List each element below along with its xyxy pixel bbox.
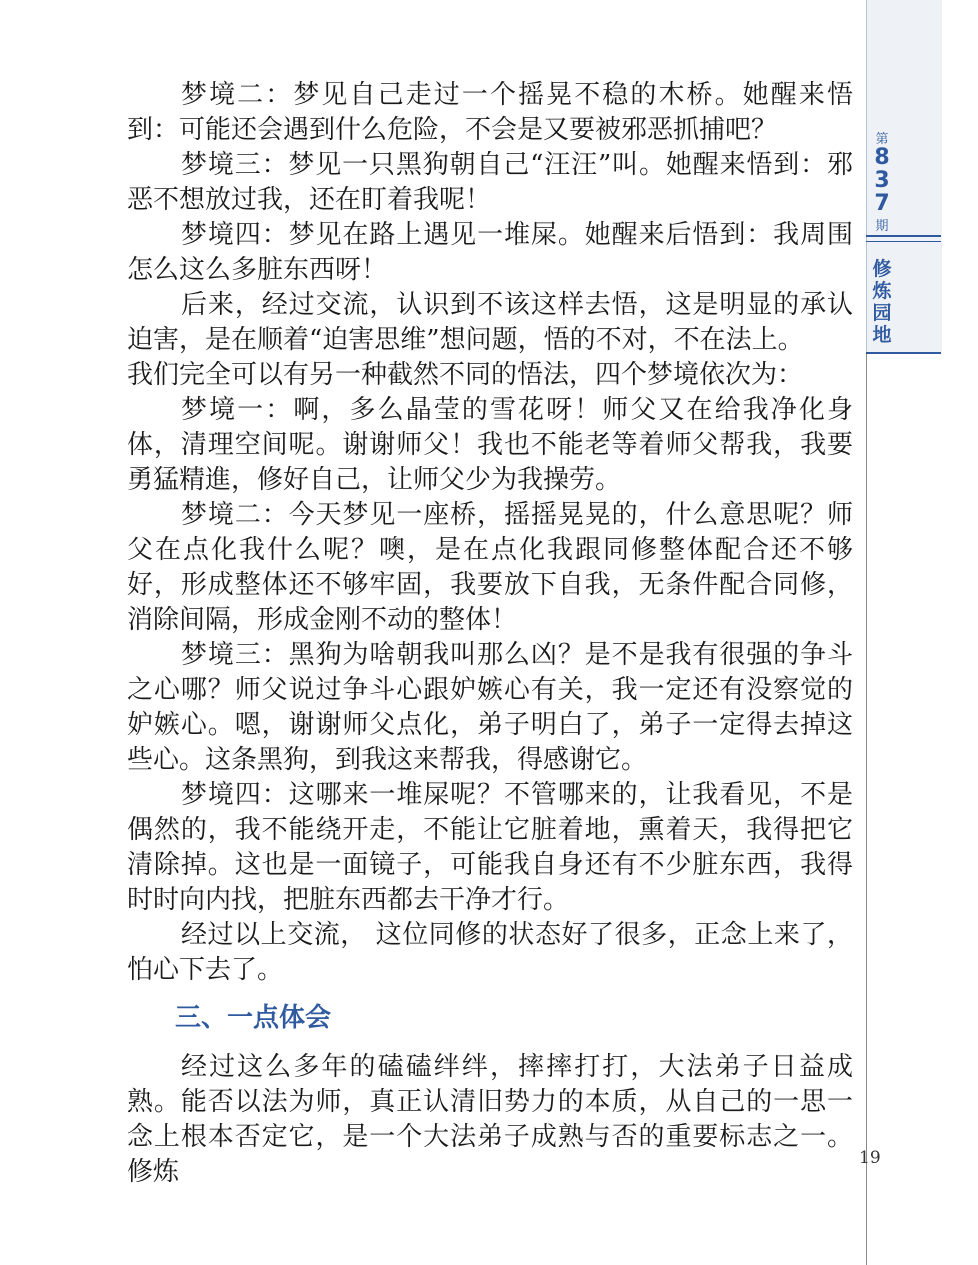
issue-suffix: 期 xyxy=(875,219,889,234)
column-title-char: 修 xyxy=(872,258,892,280)
paragraph-dream-3: 梦境三：梦见一只黑狗朝自己“汪汪”叫。她醒来悟到：邪恶不想放过我，还在盯着我呢！ xyxy=(127,150,853,215)
column-title-char: 地 xyxy=(872,324,892,346)
paragraph-result: 经过以上交流， 这位同修的状态好了很多，正念上来了，怕心下去了。 xyxy=(127,920,853,985)
column-title-char: 园 xyxy=(872,302,892,324)
issue-number xyxy=(874,146,890,215)
column-title xyxy=(870,258,894,346)
divider-line xyxy=(866,241,941,242)
divider-line xyxy=(866,352,941,354)
page-number: 19 xyxy=(859,1148,881,1168)
issue-digit: 8 xyxy=(874,145,890,170)
paragraph-closing: 经过这么多年的磕磕绊绊，摔摔打打，大法弟子日益成熟。能否以法为师，真正认清旧势力的本质，从自己的一思一念上根本否定它，是一个大法弟子成熟与否的重要标志之一。修炼 xyxy=(127,1052,853,1187)
side-band-rule xyxy=(866,352,867,1265)
paragraph-new-dream-4: 梦境四：这哪来一堆屎呢？不管哪来的，让我看见，不是偶然的，我不能绕开走，不能让它脏着地，熏着天，我得把它清除掉。这也是一面镜子，可能我自身还有不少脏东西，我得时时向内找，把脏东西都去干净才行。 xyxy=(127,780,853,915)
paragraph-new-dream-1: 梦境一：啊，多么晶莹的雪花呀！师父又在给我净化身体，清理空间呢。谢谢师父！我也不能老等着师父帮我，我要勇猛精進，修好自己，让师父少为我操劳。 xyxy=(127,395,853,495)
paragraph-dream-4: 梦境四：梦见在路上遇见一堆屎。她醒来后悟到：我周围怎么这么多脏东西呀！ xyxy=(127,220,853,285)
issue-digit: 7 xyxy=(874,191,890,216)
column-title-char: 炼 xyxy=(872,280,892,302)
paragraph-new-dream-2: 梦境二：今天梦见一座桥，摇摇晃晃的，什么意思呢？师父在点化我什么呢？噢，是在点化我跟同修整体配合还不够好，形成整体还不够牢固，我要放下自我，无条件配合同修，消除间隔，形成金刚不动的整体！ xyxy=(127,500,853,635)
paragraph-new-dream-3: 梦境三：黑狗为啥朝我叫那么凶？是不是我有很强的争斗之心哪？师父说过争斗心跟妒嫉心有关，我一定还有没察觉的妒嫉心。嗯，谢谢师父点化，弟子明白了，弟子一定得去掉这些心。这条黑狗，到我这来帮我，得感谢它。 xyxy=(127,640,853,775)
paragraph-alternative-intro: 我们完全可以有另一种截然不同的悟法，四个梦境依次为： xyxy=(127,360,804,390)
article-body xyxy=(127,78,853,1190)
issue-prefix: 第 xyxy=(875,132,889,147)
side-band xyxy=(866,0,978,1265)
paragraph-exchange: 后来，经过交流，认识到不该这样去悟，这是明显的承认迫害，是在顺着“迫害思维”想问题，悟的不对，不在法上。 xyxy=(127,290,853,355)
section-heading: 三、一点体会 xyxy=(175,1003,332,1033)
divider-line xyxy=(866,235,941,237)
paragraph-dream-2: 梦境二：梦见自己走过一个摇晃不稳的木桥。她醒来悟到：可能还会遇到什么危险，不会是又要被邪恶抓捕吧？ xyxy=(127,80,853,145)
issue-digit: 3 xyxy=(874,168,890,193)
